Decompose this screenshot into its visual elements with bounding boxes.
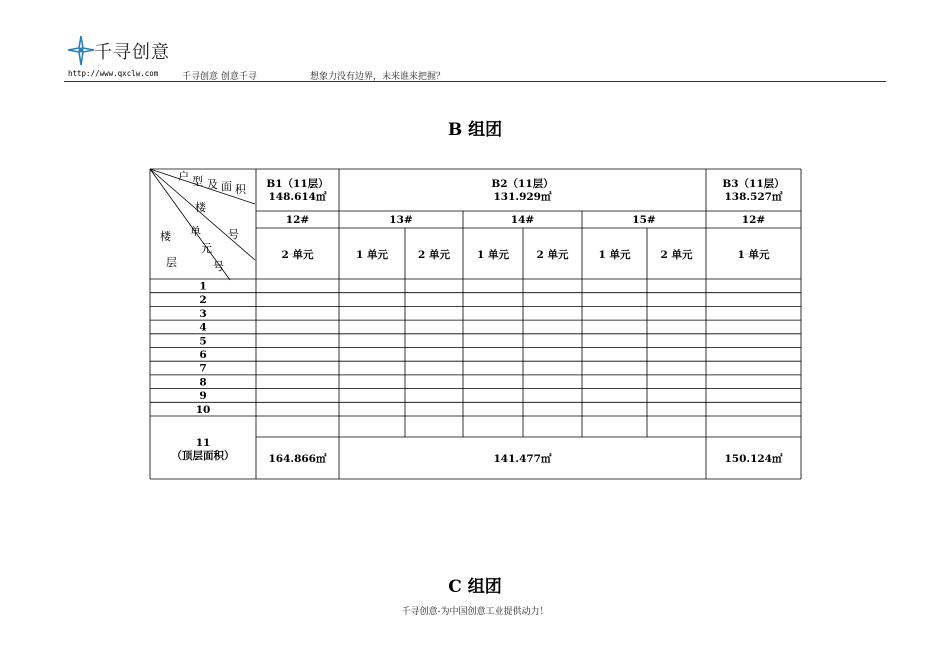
corner-labels — [160, 169, 247, 273]
floor-label: 7 — [199, 362, 207, 375]
unit-label: 1 单元 — [598, 249, 631, 261]
section-title-b: B 组团 — [447, 120, 503, 140]
building-number: 13# — [389, 214, 413, 226]
floor-label: 6 — [199, 349, 207, 361]
corner-number: 号 — [228, 228, 239, 241]
top-floor-area: 150.124㎡ — [724, 453, 783, 465]
building-number: 12# — [285, 214, 310, 226]
corner-xing: 型 — [192, 175, 203, 188]
floor-label: 1 — [199, 280, 207, 293]
group-area: 138.527㎡ — [724, 191, 783, 203]
building-number: 12# — [741, 214, 766, 226]
corner-dan: 单 — [190, 225, 201, 238]
corner-ji2: 积 — [235, 183, 246, 196]
corner-building: 楼 — [195, 201, 206, 214]
footer-slogan: 千寻创意-为中国创意工业提供动力！ — [401, 607, 549, 617]
unit-label: 1 单元 — [737, 249, 770, 261]
floor-label: 9 — [199, 390, 207, 403]
floor-label: 8 — [199, 376, 207, 389]
table-grid — [150, 169, 801, 479]
unit-label: 2 单元 — [536, 249, 569, 261]
unit-label: 2 单元 — [418, 249, 450, 261]
top-floor-label: 11 — [195, 437, 211, 449]
logo-url[interactable]: http://www.qxclw.com — [68, 69, 159, 78]
floor-label: 3 — [199, 307, 207, 320]
corner-ji: 及 — [207, 178, 218, 191]
floor-label: 5 — [199, 335, 207, 348]
group-area: 131.929㎡ — [493, 191, 552, 203]
top-floor-area: 141.477㎡ — [493, 453, 552, 465]
floor-label: 10 — [195, 403, 211, 416]
floor-label: 4 — [199, 321, 207, 334]
corner-hu: 户 — [178, 170, 189, 183]
corner-lou: 楼 — [160, 230, 171, 243]
section-title-c: C 组团 — [448, 577, 502, 597]
unit-label: 1 单元 — [356, 249, 388, 261]
tagline-right: 想象力没有边界，未来谁来把握？ — [310, 72, 446, 82]
group-name: B2（11层） — [491, 178, 554, 190]
top-floor-area: 164.866㎡ — [268, 453, 327, 465]
building-number: 15# — [632, 214, 656, 226]
corner-yuan: 元 — [201, 242, 212, 255]
group-name: B1（11层） — [266, 178, 329, 190]
building-number: 14# — [510, 214, 535, 226]
corner-number2: 号 — [213, 260, 224, 273]
corner-ceng: 层 — [166, 256, 177, 269]
unit-label: 2 单元 — [281, 249, 314, 261]
table-cells — [172, 177, 785, 465]
unit-label: 1 单元 — [477, 249, 509, 261]
floor-label: 2 — [199, 294, 207, 307]
top-floor-sub: （顶层面积） — [171, 450, 235, 462]
tagline-left: 千寻创意 创意千寻 — [182, 72, 257, 82]
corner-mian: 面 — [221, 180, 232, 193]
group-area: 148.614㎡ — [268, 191, 327, 203]
logo-text: 千寻创意 — [94, 42, 170, 63]
unit-label: 2 单元 — [660, 249, 693, 261]
group-name: B3（11层） — [722, 178, 785, 190]
